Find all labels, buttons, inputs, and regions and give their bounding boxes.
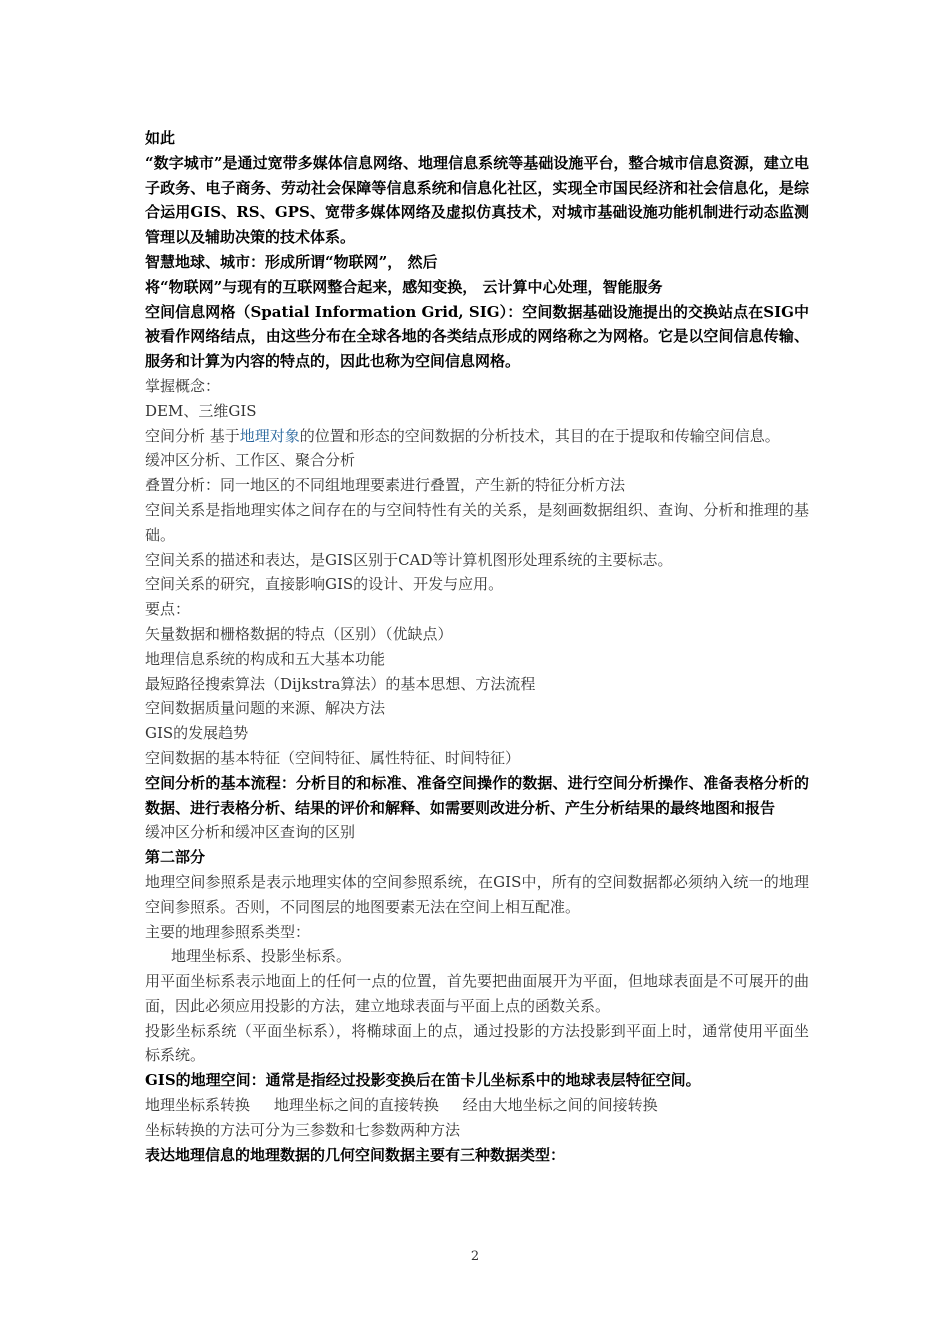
paragraph: 最短路径搜索算法（Dijkstra算法）的基本思想、方法流程	[145, 674, 536, 693]
geo-object-link[interactable]: 地理对象	[239, 426, 300, 445]
paragraph: 空间数据的基本特征（空间特征、属性特征、时间特征）	[145, 748, 521, 767]
paragraph: 空间关系的描述和表达，是GIS区别于CAD等计算机图形处理系统的主要标志。	[145, 550, 673, 569]
paragraph: GIS的地理空间：通常是指经过投影变换后在笛卡儿坐标系中的地球表层特征空间。	[145, 1071, 701, 1090]
paragraph: 矢量数据和栅格数据的特点（区别）（优缺点）	[145, 624, 453, 643]
paragraph: 空间关系是指地理实体之间存在的与空间特性有关的关系，是刻画数据组织、查询、分析和推理的基础。	[145, 500, 809, 544]
paragraph: 空间数据质量问题的来源、解决方法	[145, 699, 386, 718]
paragraph: DEM、三维GIS	[145, 401, 257, 420]
section-heading: 第二部分	[145, 848, 206, 867]
paragraph: 缓冲区分析和缓冲区查询的区别	[145, 823, 356, 842]
paragraph: 投影坐标系统（平面坐标系），将椭球面上的点，通过投影的方法投影到平面上时，通常使用平面坐标系统。	[145, 1021, 809, 1065]
paragraph: 地理坐标系、投影坐标系。	[171, 947, 352, 966]
paragraph: 叠置分析：同一地区的不同组地理要素进行叠置，产生新的特征分析方法	[145, 476, 626, 495]
paragraph: 表达地理信息的地理数据的几何空间数据主要有三种数据类型：	[145, 1145, 566, 1164]
paragraph: 将“物联网”与现有的互联网整合起来，感知变换， 云计算中心处理，智能服务	[145, 277, 663, 296]
paragraph: 要点：	[145, 600, 191, 619]
paragraph: 如此	[145, 129, 176, 147]
paragraph: 地理坐标系转换 地理坐标之间的直接转换 经由大地坐标之间的间接转换	[145, 1096, 658, 1115]
paragraph: 坐标转换的方法可分为三参数和七参数两种方法	[145, 1120, 461, 1139]
paragraph: 主要的地理参照系类型：	[145, 922, 311, 941]
paragraph: 地理空间参照系是表示地理实体的空间参照系统，在GIS中，所有的空间数据都必须纳入统一的地理空间参照系。否则，不同图层的地图要素无法在空间上相互配准。	[145, 872, 809, 916]
paragraph-spatial-analysis	[145, 424, 809, 449]
paragraph-text: 的位置和形态的空间数据的分析技术，其目的在于提取和传输空间信息。	[299, 426, 780, 445]
document-body	[145, 126, 809, 1167]
paragraph: 空间关系的研究，直接影响GIS的设计、开发与应用。	[145, 575, 504, 594]
page-number: 2	[470, 1249, 480, 1264]
paragraph: 空间分析的基本流程：分析目的和标准、准备空间操作的数据、进行空间分析操作、准备表格分析的数据、进行表格分析、结果的评价和解释、如需要则改进分析、产生分析结果的最终地图和报告	[145, 773, 809, 817]
paragraph: 空间信息网格（Spatial Information Grid, SIG）：空间数据基础设施提出的交换站点在SIG中被看作网络结点，由这些分布在全球各地的各类结点形成的网络称之为网格。它是以空间信息传输、服务和计算为内容的特点的，因此也称为空间信息网格。	[145, 302, 809, 371]
paragraph-text: 空间分析 基于	[145, 426, 240, 445]
paragraph: “数字城市”是通过宽带多媒体信息网络、地理信息系统等基础设施平台，整合城市信息资源，建立电子政务、电子商务、劳动社会保障等信息系统和信息化社区，实现全市国民经济和社会信息化，是综合运用GIS、RS、GPS、宽带多媒体网络及虚拟仿真技术，对城市基础设施功能机制进行动态监测管理以及辅助决策的技术体系。	[145, 153, 809, 247]
paragraph: 用平面坐标系表示地面上的任何一点的位置，首先要把曲面展开为平面，但地球表面是不可展开的曲面，因此必须应用投影的方法，建立地球表面与平面上点的函数关系。	[145, 972, 809, 1015]
paragraph: 地理信息系统的构成和五大基本功能	[145, 649, 386, 668]
paragraph: 掌握概念：	[145, 376, 221, 395]
paragraph: GIS的发展趋势	[145, 724, 249, 743]
paragraph: 缓冲区分析、工作区、聚合分析	[145, 451, 356, 470]
paragraph: 智慧地球、城市：形成所谓“物联网”， 然后	[145, 252, 438, 271]
